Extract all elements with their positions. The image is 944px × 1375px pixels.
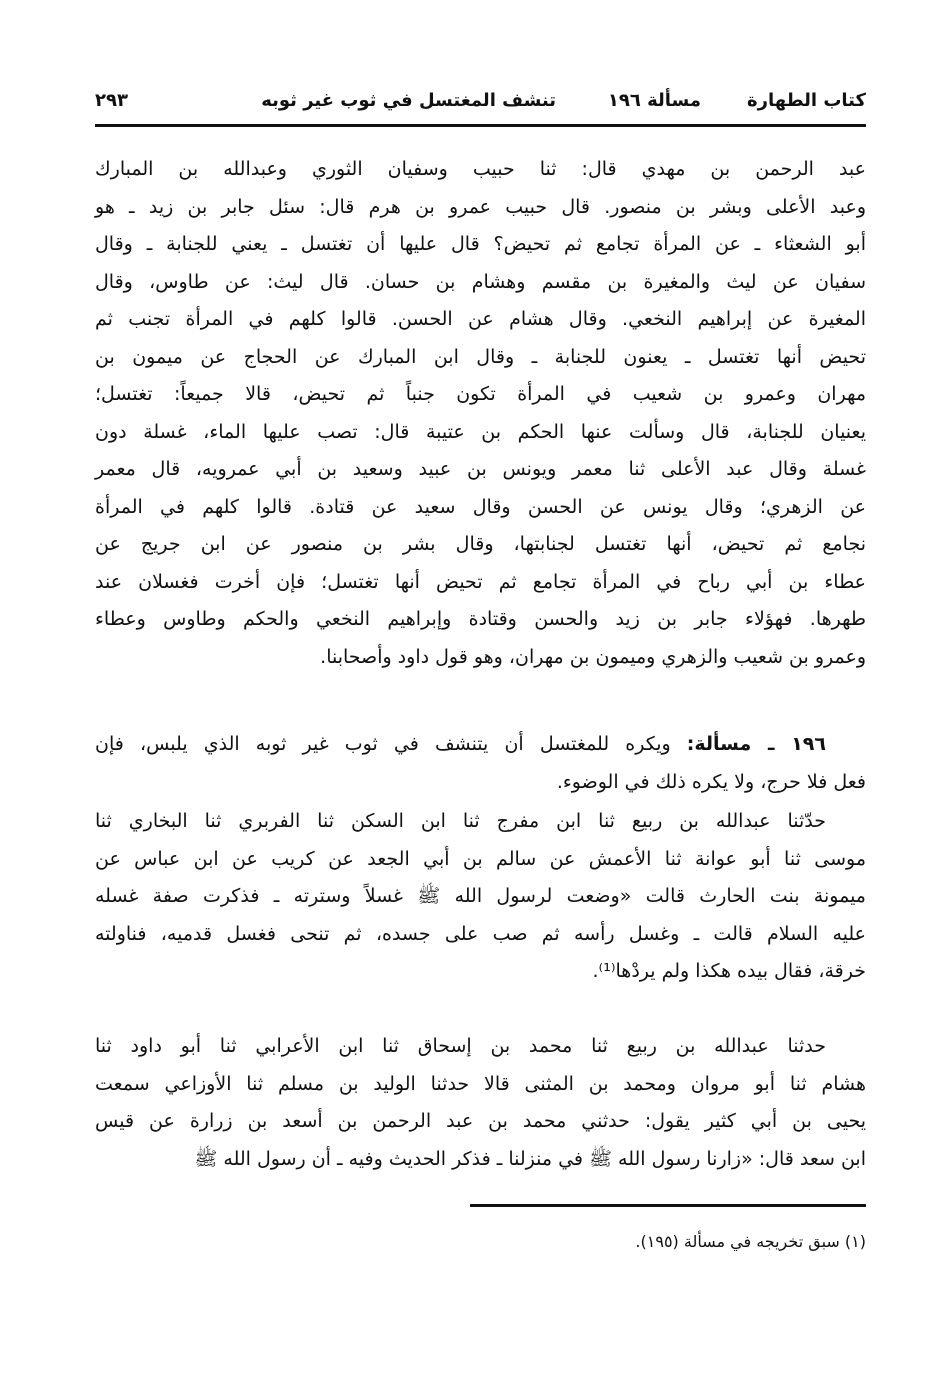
- text-line: [95, 189, 866, 227]
- header-rule: [95, 124, 866, 127]
- text-line: [95, 414, 866, 452]
- line-text: عبد الرحمن بن مهدي قال: ثنا حبيب وسفيان الثوري وعبدالله بن المبارك: [95, 158, 866, 180]
- text-line: [95, 841, 866, 879]
- text-line: [95, 376, 866, 414]
- text-line: [95, 764, 866, 802]
- text-line: [95, 451, 866, 489]
- text-line: [95, 916, 866, 954]
- text-line: [95, 264, 866, 302]
- text-line: [95, 489, 866, 527]
- text-line: [95, 1066, 866, 1104]
- book-title: كتاب الطهارة: [746, 90, 866, 111]
- text-line: [95, 564, 866, 602]
- paragraph-issue-196: [95, 726, 866, 801]
- running-header: [95, 86, 866, 120]
- line-text: حدّثنا عبدالله بن ربيع ثنا ابن مفرج ثنا ابن السكن ثنا الفربري ثنا البخاري ثنا: [95, 810, 826, 832]
- line-text: فعل فلا حرج، ولا يكره ذلك في الوضوء.: [556, 770, 866, 793]
- text-line: [95, 1103, 866, 1141]
- text-line: [95, 803, 866, 841]
- line-text: عن الزهري؛ وقال يونس عن الحسن وقال سعيد عن قتادة. قالوا كلهم في المرأة: [95, 495, 866, 518]
- line-text: عليه السلام قالت ـ وغسل رأسه ثم صب على جسده، ثم تنحى فغسل قدميه، فناولته: [95, 922, 866, 945]
- line-text: وعمرو بن شعيب والزهري وميمون بن مهران، وهو قول داود وأصحابنا.: [320, 645, 866, 668]
- section-title: تنشف المغتسل في ثوب غير ثوبه: [261, 90, 556, 111]
- line-text: خرقة، فقال بيده هكذا ولم يردْها⁽¹⁾.: [592, 960, 866, 982]
- text-line: [95, 301, 866, 339]
- line-text: المغيرة عن إبراهيم النخعي. وقال هشام عن الحسن. قالوا كلهم في المرأة تجنب ثم: [95, 308, 866, 330]
- text-line: [95, 1028, 866, 1066]
- line-text: تحيض أنها تغتسل ـ يعنون للجنابة ـ وقال ابن المبارك عن الحجاج عن ميمون بن: [95, 345, 866, 368]
- text-line: [95, 339, 866, 377]
- text-line: [95, 526, 866, 564]
- text-line: [95, 601, 866, 639]
- text-line: [95, 639, 866, 677]
- text-line: [95, 1141, 866, 1179]
- line-text: مهران وعمرو بن شعيب في المرأة تكون جنباً ثم تحيض، قالا جميعاً: تغتسل؛: [95, 383, 866, 405]
- line-text: موسى ثنا أبو عوانة ثنا الأعمش عن سالم بن أبي الجعد عن كريب عن ابن عباس عن: [95, 847, 866, 870]
- text-line: [95, 226, 866, 264]
- text-line: [95, 151, 866, 189]
- issue-label: ١٩٦ ـ مسألة:: [686, 733, 826, 755]
- line-text: ابن سعد قال: «زارنا رسول الله ﷺ في منزلنا ـ فذكر الحديث وفيه ـ أن رسول الله ﷺ: [194, 1147, 866, 1170]
- footnote: (١) سبق تخريجه في مسألة (١٩٥).: [635, 1232, 866, 1251]
- page-number: ٢٩٣: [95, 90, 128, 111]
- text-line: [95, 726, 866, 764]
- line-text: طهرها. فهؤلاء جابر بن زيد والحسن وقتادة وإبراهيم النخعي والحكم وطاوس وعطاء: [95, 608, 866, 630]
- line-text: نجامع ثم تحيض، أنها تغتسل لجنابتها، وقال بشر بن منصور عن ابن جريج عن: [95, 533, 866, 555]
- paragraph-3: [95, 803, 866, 991]
- line-text: ويكره للمغتسل أن يتنشف في ثوب غير ثوبه الذي يلبس، فإن: [95, 733, 671, 755]
- line-text: يعنيان للجنابة، قال وسألت عنها الحكم بن عتيبة قال: تصب عليها الماء، غسلة دون: [95, 420, 866, 443]
- line-text: حدثنا عبدالله بن ربيع ثنا محمد بن إسحاق ثنا ابن الأعرابي ثنا أبو داود ثنا: [95, 1035, 826, 1057]
- paragraph-1: [95, 151, 866, 676]
- footnote-rule: [470, 1204, 866, 1207]
- line-text: ميمونة بنت الحارث قالت «وضعت لرسول الله ﷺ غسلاً وسترته ـ فذكرت صفة غسله: [95, 885, 866, 907]
- line-text: غسلة وقال عبد الأعلى ثنا معمر ويونس بن عبيد وسعيد بن أبي عمرويه، قال معمر: [95, 458, 866, 480]
- text-line: [95, 953, 866, 991]
- line-text: وعبد الأعلى وبشر بن منصور. قال حبيب عمرو بن هرم قال: سئل جابر بن زيد ـ هو: [95, 195, 866, 218]
- line-text: هشام ثنا أبو مروان ومحمد بن المثنى قالا حدثنا الوليد بن مسلم ثنا الأوزاعي سمعت: [95, 1072, 866, 1095]
- line-text: أبو الشعثاء ـ عن المرأة تجامع ثم تحيض؟ قال عليها أن تغتسل ـ يعني للجنابة ـ وقال: [95, 233, 866, 255]
- line-text: يحيى بن أبي كثير يقول: حدثني محمد بن عبد الرحمن بن أسعد بن زرارة عن قيس: [95, 1110, 866, 1132]
- text-line: [95, 878, 866, 916]
- line-text: سفيان عن ليث والمغيرة بن مقسم وهشام بن حسان. قال ليث: عن طاوس، وقال: [95, 270, 866, 293]
- paragraph-4: [95, 1028, 866, 1178]
- line-text: عطاء بن أبي رباح في المرأة تجامع ثم تحيض أنها تغتسل؛ فإن أخرت فغسلان عند: [95, 570, 866, 593]
- issue-number: مسألة ١٩٦: [607, 90, 701, 111]
